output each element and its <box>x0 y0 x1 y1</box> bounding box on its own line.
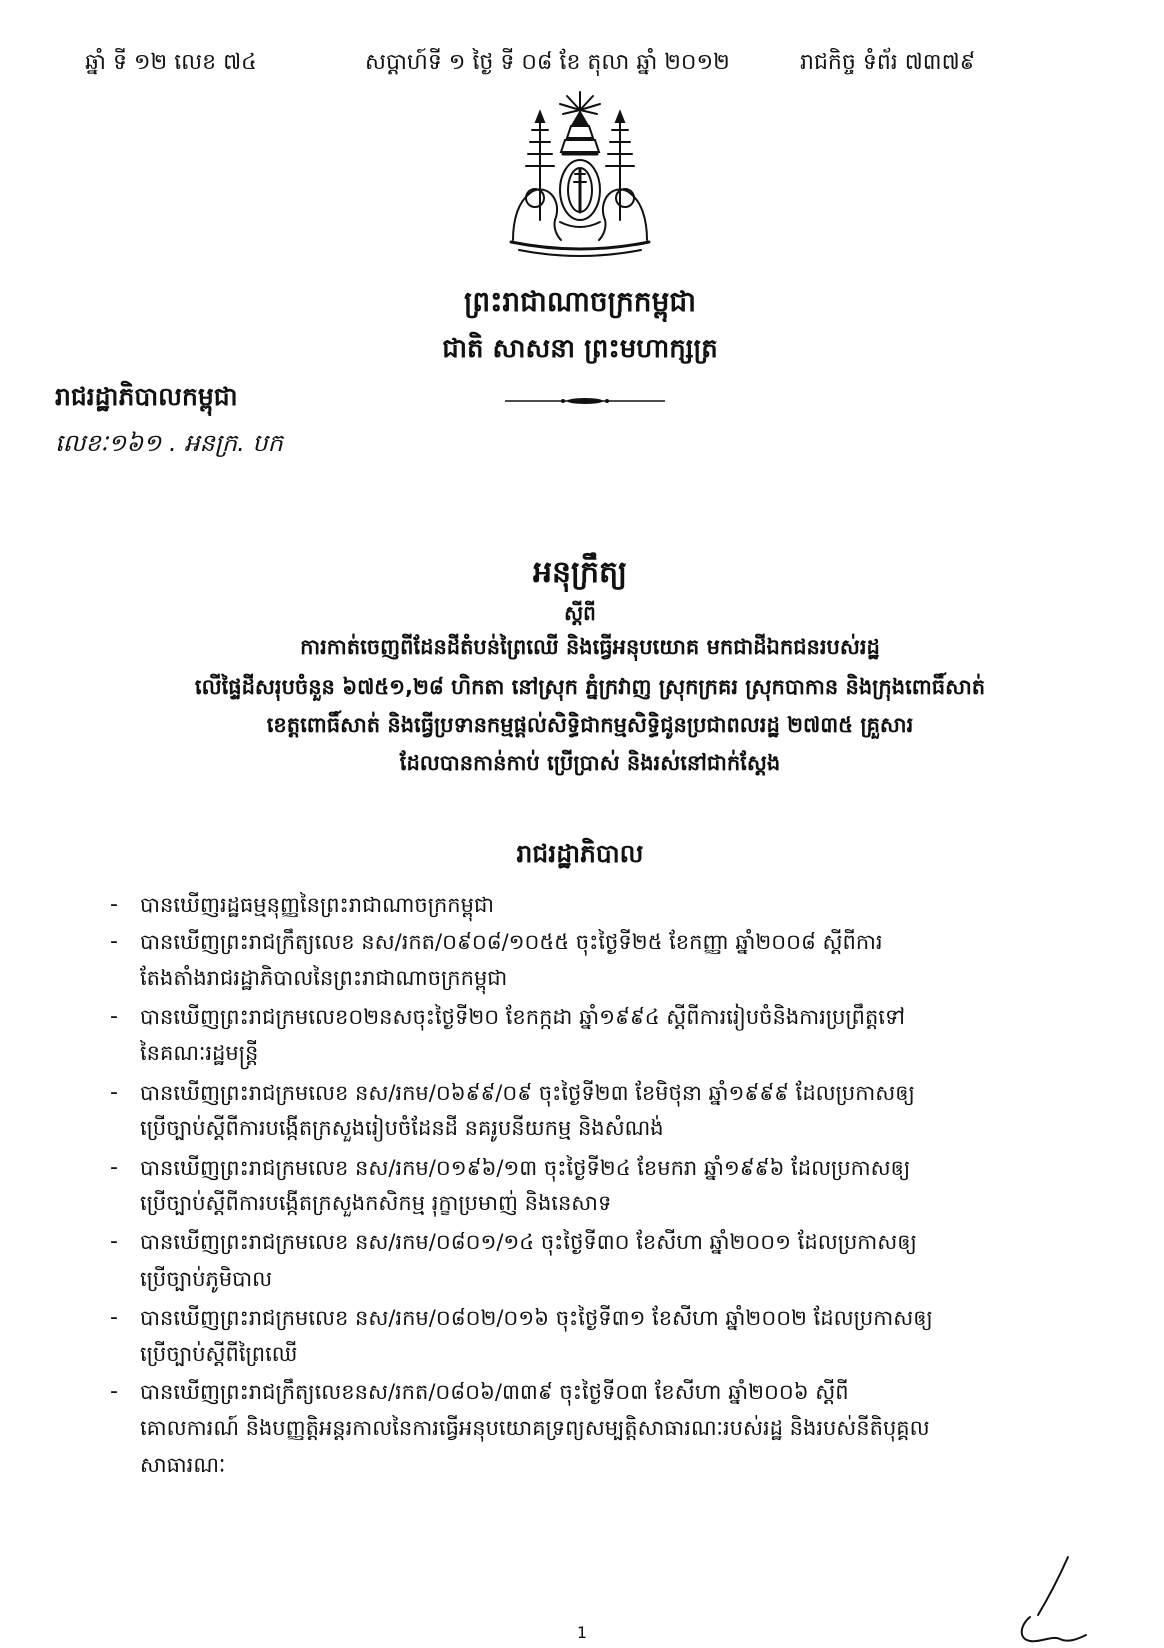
citation-line: បានឃើញព្រះរាជក្រមលេខ០២នសចុះថ្ងៃទី២០ ខែកក្កដា ឆ្នាំ១៩៩៤ ស្តីពីការរៀបចំនិងការប្រព្រឹត្តទៅ <box>140 1005 905 1029</box>
preamble-heading: រាជរដ្ឋាភិបាល <box>516 839 644 868</box>
citation-line: បានឃើញព្រះរាជក្រមលេខ នស/រកម/០៨០២/០១៦ ចុះថ្ងៃទី៣១ ខែសីហា ឆ្នាំ២០០២ ដែលប្រកាសឲ្យ <box>140 1306 933 1330</box>
citation-line: បានឃើញព្រះរាជក្រមលេខ នស/រកម/០១៩៦/១៣ ចុះថ្ងៃទី២៤ ខែមករា ឆ្នាំ១៩៩៦ ដែលប្រកាសឲ្យ <box>140 1156 911 1180</box>
bullet-dash: - <box>110 1080 118 1105</box>
bullet-dash: - <box>110 892 118 917</box>
document-reference-number: លេខៈ១៦១ . អនក្រ. បក <box>55 429 283 457</box>
bullet-dash: - <box>110 1305 118 1330</box>
kingdom-name: ព្រះរាជាណាចក្រកម្ពុជា <box>463 285 696 318</box>
subject-line: លើផ្ទៃដីសរុបចំនួន ៦៧៥១,២៨ ហិកតា នៅស្រុក ភ្នំក្រវាញ ស្រុកក្រគរ ស្រុកបាកាន និងក្រុងពោធិ៍សាត់ <box>194 675 986 699</box>
citation-line: បានឃើញរដ្ឋធម្មនុញ្ញនៃព្រះរាជាណាចក្រកម្ពុជា <box>140 893 494 917</box>
gazette-year-issue: ឆ្នាំ ទី ១២ លេខ ៧៤ <box>85 50 257 75</box>
bullet-dash: - <box>110 1155 118 1180</box>
citation-line: សាធារណៈ <box>140 1453 226 1477</box>
citation-line: ប្រើច្បាប់ស្តីពីព្រៃឈើ <box>140 1342 298 1366</box>
citation-line: បានឃើញព្រះរាជក្រឹត្យលេខ នស/រកត/០៩០៨/១០៥៥ ចុះថ្ងៃទី២៥ ខែកញ្ញា ឆ្នាំ២០០៨ ស្តីពីការ <box>140 930 883 954</box>
citation-line: បានឃើញព្រះរាជក្រមលេខ នស/រកម/០៦៩៩/០៩ ចុះថ្ងៃទី២៣ ខែមិថុនា ឆ្នាំ១៩៩៩ ដែលប្រកាសឲ្យ <box>140 1081 915 1105</box>
citation-line: បានឃើញព្រះរាជក្រឹត្យលេខនស/រកត/០៨០៦/៣៣៩ ចុះថ្ងៃទី០៣ ខែសីហា ឆ្នាំ២០០៦ ស្តីពី <box>140 1380 849 1404</box>
gazette-page: រាជកិច្ច ទំព័រ ៧៣៧៩ <box>800 50 976 75</box>
citation-line: នៃគណៈរដ្ឋមន្ត្រី <box>140 1041 259 1065</box>
issuing-authority: រាជរដ្ឋាភិបាលកម្ពុជា <box>55 382 238 411</box>
citation-line: គោលការណ៍ និងបញ្ញត្តិអន្តរកាលនៃការធ្វើអនុបយោគទ្រព្យសម្បត្តិសាធារណៈរបស់រដ្ឋ និងរបស់នីតិបុគ្គល <box>140 1416 930 1440</box>
citation-line: បានឃើញព្រះរាជក្រមលេខ នស/រកម/០៨០១/១៤ ចុះថ្ងៃទី៣០ ខែសីហា ឆ្នាំ២០០១ ដែលប្រកាសឲ្យ <box>140 1230 917 1254</box>
citation-line: ប្រើច្បាប់ភូមិបាល <box>140 1267 273 1291</box>
bullet-dash: - <box>110 929 118 954</box>
citation-line: ប្រើច្បាប់ស្តីពីការបង្កើតក្រសួងកសិកម្ម រុក្ខាប្រមាញ់ និងនេសាទ <box>140 1191 612 1215</box>
subject-line: ដែលបានកាន់កាប់ ប្រើប្រាស់ និងរស់នៅជាក់ស្តែង <box>399 751 781 775</box>
citation-line: តែងតាំងរាជរដ្ឋាភិបាលនៃព្រះរាជាណាចក្រកម្ពុជា <box>140 966 508 990</box>
handwritten-signature-icon <box>990 1555 1090 1645</box>
subject-line: ការកាត់ចេញពីដែនដីតំបន់ព្រៃឈើ និងធ្វើអនុបយោគ មកជាដីឯកជនរបស់រដ្ឋ <box>300 635 880 659</box>
subject-line: ខេត្តពោធិ៍សាត់ និងធ្វើប្រទានកម្មផ្តល់សិទ្ធិជាកម្មសិទ្ធិជូនប្រជាពលរដ្ឋ ២៧៣៥ គ្រួសារ <box>266 713 914 737</box>
document-type-title: អនុក្រឹត្យ <box>532 555 628 590</box>
bullet-dash: - <box>110 1379 118 1404</box>
citation-line: ប្រើច្បាប់ស្តីពីការបង្កើតក្រសួងរៀបចំដែនដី នគរូបនីយកម្ម និងសំណង់ <box>140 1116 664 1140</box>
document-about-label: ស្តីពី <box>564 601 596 625</box>
gazette-date: សប្តាហ៍ទី ១ ថ្ងៃ ទី ០៨ ខែ តុលា ឆ្នាំ ២០១២ <box>365 50 730 75</box>
bullet-dash: - <box>110 1004 118 1029</box>
bullet-dash: - <box>110 1229 118 1254</box>
page-number: 1 <box>576 1623 588 1642</box>
decorative-divider <box>505 397 665 405</box>
national-motto: ជាតិ សាសនា ព្រះមហាក្សត្រ <box>442 334 718 364</box>
royal-coat-of-arms-icon <box>505 90 655 260</box>
